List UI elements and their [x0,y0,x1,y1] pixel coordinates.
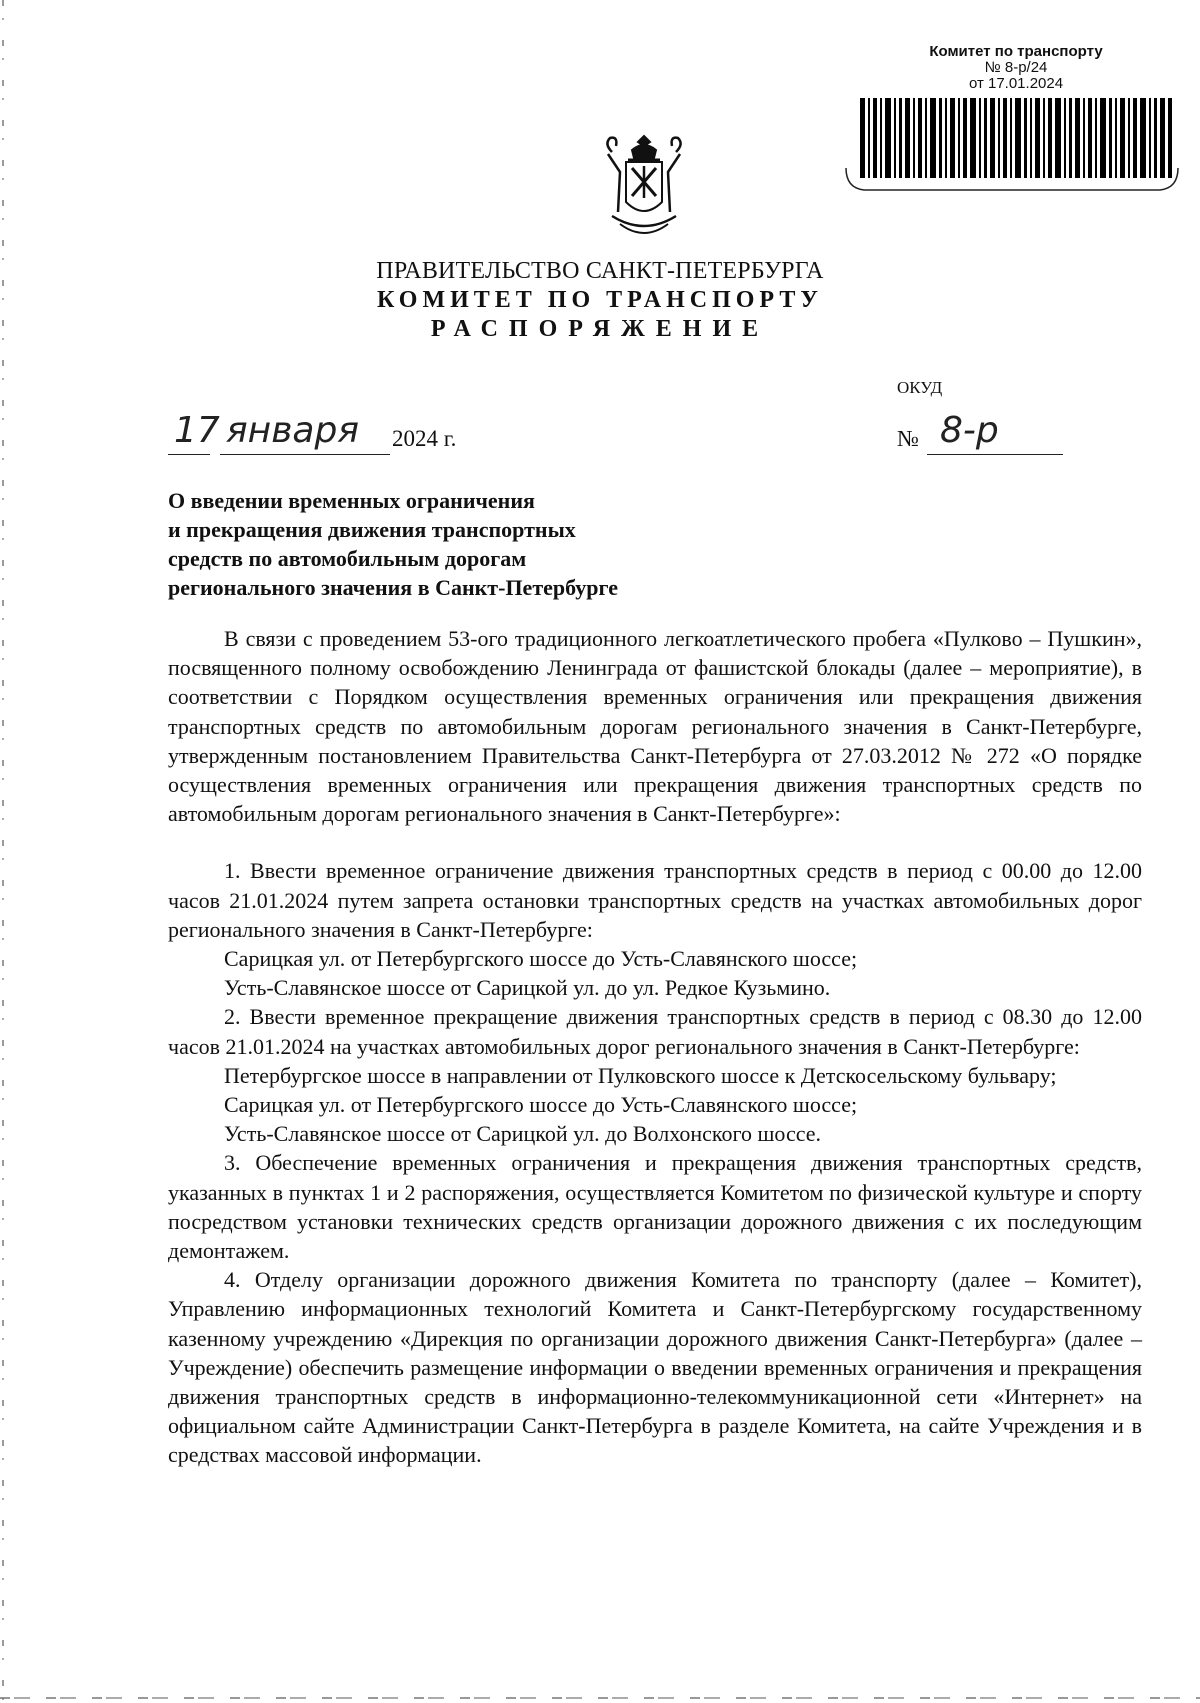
okud-label: ОКУД [897,378,943,397]
stamp-date: от 17.01.2024 [968,75,1064,92]
date-month: января [226,410,359,451]
item-1-road-a: Сарицкая ул. от Петербургского шоссе до Усть-Славянского шоссе; [224,946,858,972]
item-2-road-b: Сарицкая ул. от Петербургского шоссе до Усть-Славянского шоссе; [224,1092,858,1118]
item-3: 3. Обеспечение временных ограничения и прекращения движения транспортных средств, указанных в пунктах 1 и 2 распоряжения, осуществляется Комитетом по физической культуре и спорту посредством установки технических средств организации дорожного движения с их последующим демонтажем. [168,1150,1142,1264]
date-day: 17 [174,410,220,451]
date-year: 2024 г. [392,426,457,451]
document-subject [168,486,728,602]
subject-line: и прекращения движения транспортных [168,517,576,542]
document-type-heading: РАСПОРЯЖЕНИЕ [430,316,770,342]
item-1: 1. Ввести временное ограничение движения транспортных средств в период с 00.00 до 12.00 часов 21.01.2024 путем запрета остановки транспортных средств на участках автомобильных дорог регионального значения в Санкт-Петербурге: [168,858,1142,942]
stamp-border-curve [844,168,1180,208]
date-month-underline [220,454,390,455]
barcode [860,98,1174,178]
item-2: 2. Ввести временное прекращение движения транспортных средств в период с 08.30 до 12.00 часов 21.01.2024 на участках автомобильных дорог регионального значения в Санкт-Петербурге: [168,1004,1142,1059]
date-day-underline [168,454,210,455]
item-1-road-b: Усть-Славянское шоссе от Сарицкой ул. до ул. Редкое Кузьмино. [224,975,831,1001]
subject-line: О введении временных ограничения [168,488,535,513]
committee-heading: КОМИТЕТ ПО ТРАНСПОРТУ [377,287,823,313]
scan-edge-left [2,0,4,1703]
intro-paragraph: В связи с проведением 53-ого традиционного легкоатлетического пробега «Пулково – Пушкин», посвященного полному освобождению Ленинграда от фашистской блокады (далее – мероприятие), в соответствии с Порядком осуществления временных ограничения или прекращения движения транспортных средств по автомобильным дорогам регионального значения в Санкт-Петербурге, утвержденным постановлением Правительства Санкт-Петербурга от 27.03.2012 № 272 «О порядке осуществления временных ограничения или прекращения движения транспортных средств по автомобильным дорогам регионального значения в Санкт-Петербурге»: [168,626,1142,827]
stamp-committee: Комитет по транспорту [929,43,1103,60]
coat-of-arms-icon [598,132,690,244]
document-number-underline [927,454,1063,455]
scan-edge-bottom [0,1697,1200,1699]
item-2-road-c: Усть-Славянское шоссе от Сарицкой ул. до Волхонского шоссе. [224,1121,822,1147]
document-date [168,410,468,460]
item-4: 4. Отделу организации дорожного движения Комитета по транспорту (далее – Комитет), Управлению информационных технологий Комитета и Санкт-Петербургскому государственному казенному учреждению «Дирекция по организации дорожного движения Санкт-Петербурга» (далее – Учреждение) обеспечить размещение информации о введении временных ограничения и прекращения движения транспортных средств в информационно-телекоммуникационной сети «Интернет» на официальном сайте Администрации Санкт-Петербурга в разделе Комитета, на сайте Учреждения и в средствах массовой информации. [168,1267,1142,1468]
subject-line: средств по автомобильным дорогам [168,546,527,571]
document-number-label: № [897,426,919,451]
registration-stamp [846,40,1186,210]
document-body [168,624,1142,1470]
stamp-number: № 8-р/24 [984,59,1048,76]
document-number: 8-р [940,410,999,451]
item-2-road-a: Петербургское шоссе в направлении от Пулковского шоссе к Детскосельскому бульвару; [224,1062,1057,1088]
government-heading: ПРАВИТЕЛЬСТВО САНКТ-ПЕТЕРБУРГА [376,258,824,284]
subject-line: регионального значения в Санкт-Петербурге [168,575,618,600]
